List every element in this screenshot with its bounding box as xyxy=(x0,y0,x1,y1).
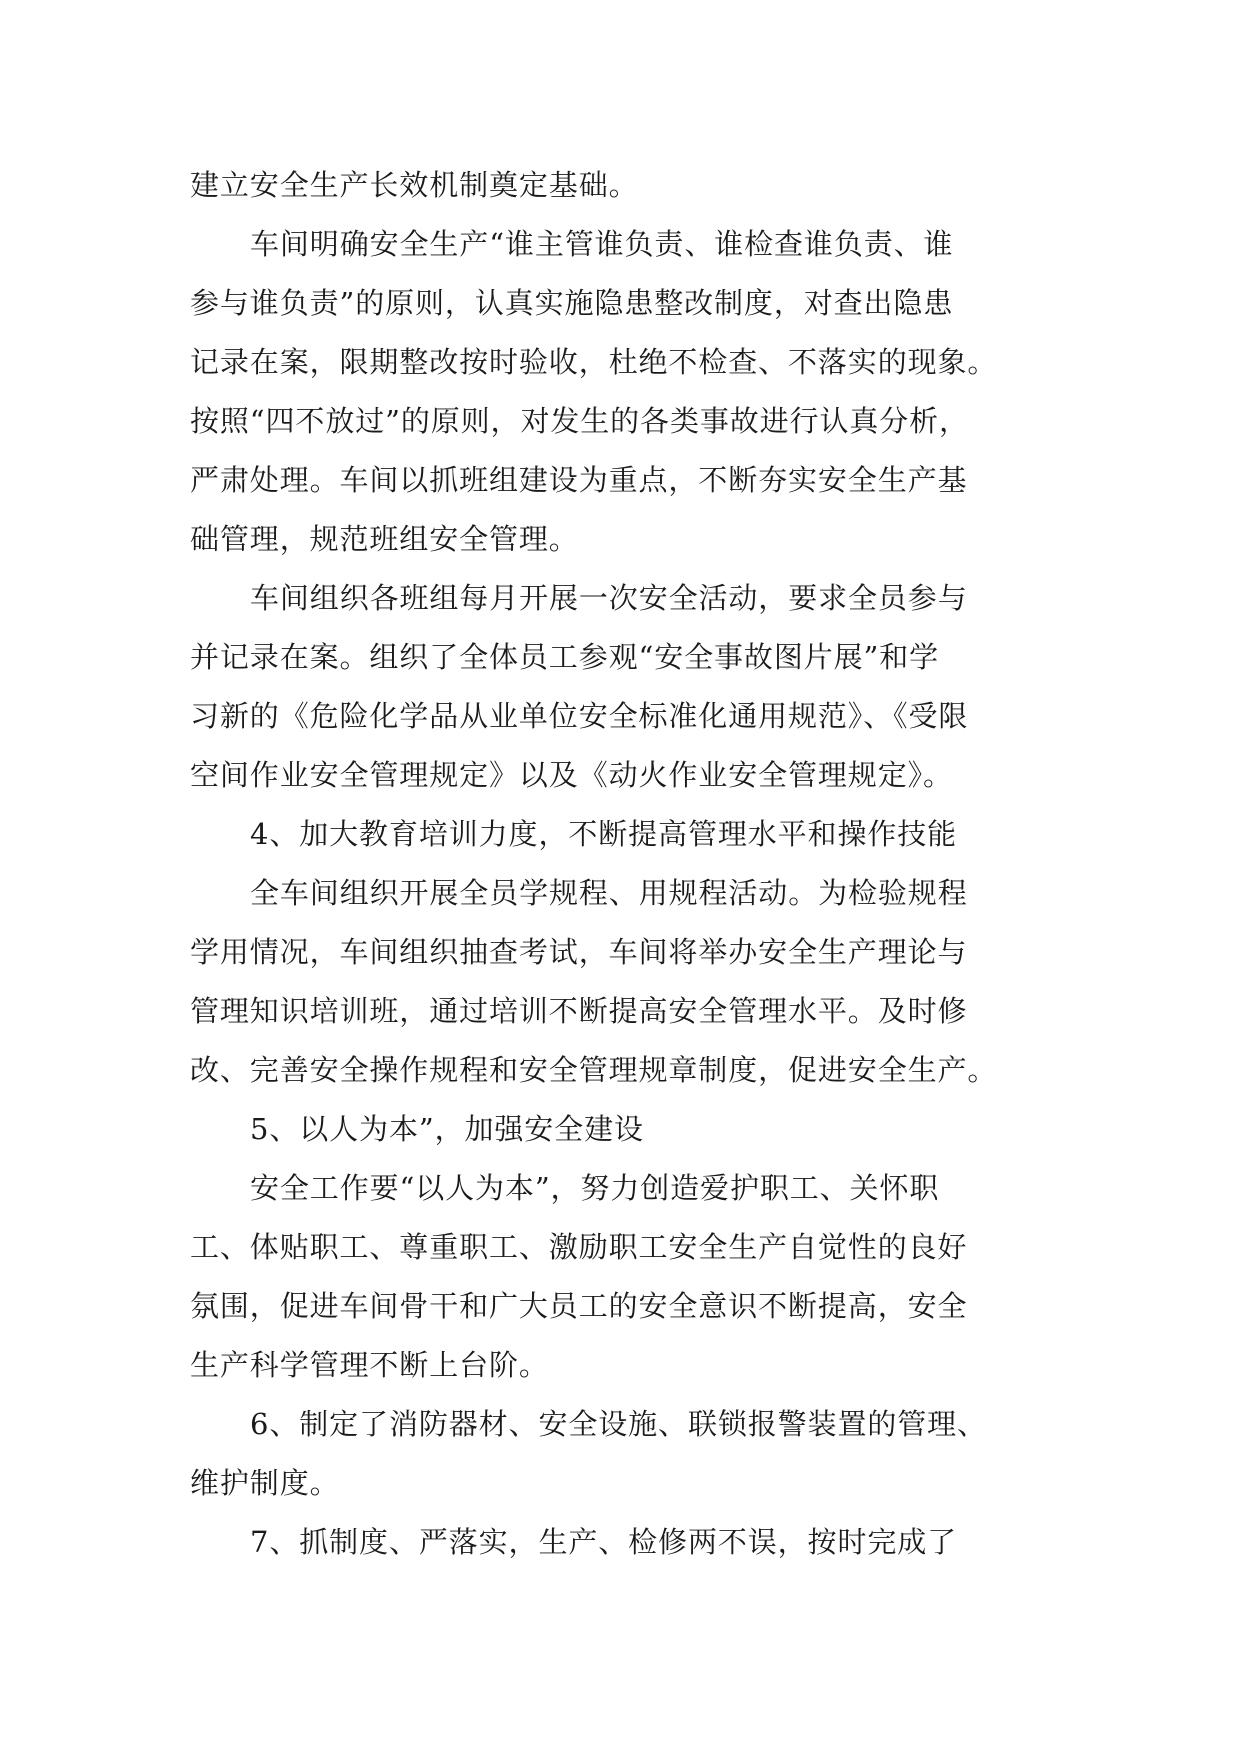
text-line: 车间组织各班组每月开展一次安全活动，要求全员参与 xyxy=(250,581,968,615)
text-line: 记录在案，限期整改按时验收，杜绝不检查、不落实的现象。 xyxy=(190,345,998,379)
text-line: 工、体贴职工、尊重职工、激励职工安全生产自觉性的良好 xyxy=(190,1230,968,1264)
text-line: 全车间组织开展全员学规程、用规程活动。为检验规程 xyxy=(250,876,968,910)
text-line: 学用情况，车间组织抽查考试，车间将举办安全生产理论与 xyxy=(190,935,968,969)
document-body xyxy=(190,156,1070,1572)
text-line: 车间明确安全生产“谁主管谁负责、谁检查谁负责、谁 xyxy=(250,227,954,261)
text-line: 安全工作要“以人为本”，努力创造爱护职工、关怀职 xyxy=(250,1171,940,1205)
text-line: 并记录在案。组织了全体员工参观“安全事故图片展”和学 xyxy=(190,640,940,674)
text-line: 5、以人为本”，加强安全建设 xyxy=(250,1112,644,1146)
text-line: 管理知识培训班，通过培训不断提高安全管理水平。及时修 xyxy=(190,994,968,1028)
text-line: 按照“四不放过”的原则，对发生的各类事故进行认真分析， xyxy=(190,404,969,438)
text-line: 空间作业安全管理规定》以及《动火作业安全管理规定》。 xyxy=(190,758,953,792)
text-line: 氛围，促进车间骨干和广大员工的安全意识不断提高，安全 xyxy=(190,1289,968,1323)
text-line: 7、抓制度、严落实，生产、检修两不误，按时完成了 xyxy=(250,1525,958,1559)
text-line: 生产科学管理不断上台阶。 xyxy=(190,1348,549,1382)
text-line: 参与谁负责”的原则，认真实施隐患整改制度，对查出隐患 xyxy=(190,286,954,320)
text-line: 础管理，规范班组安全管理。 xyxy=(190,522,579,556)
text-line: 严肃处理。车间以抓班组建设为重点，不断夯实安全生产基 xyxy=(190,463,968,497)
text-line: 维护制度。 xyxy=(190,1466,340,1500)
text-line: 建立安全生产长效机制奠定基础。 xyxy=(190,168,639,202)
text-line: 6、制定了消防器材、安全设施、联锁报警装置的管理、 xyxy=(250,1407,987,1441)
text-line: 改、完善安全操作规程和安全管理规章制度，促进安全生产。 xyxy=(190,1053,998,1087)
text-line: 习新的《危险化学品从业单位安全标准化通用规范》、《受限 xyxy=(190,699,969,733)
text-line: 4、加大教育培训力度，不断提高管理水平和操作技能 xyxy=(250,817,958,851)
